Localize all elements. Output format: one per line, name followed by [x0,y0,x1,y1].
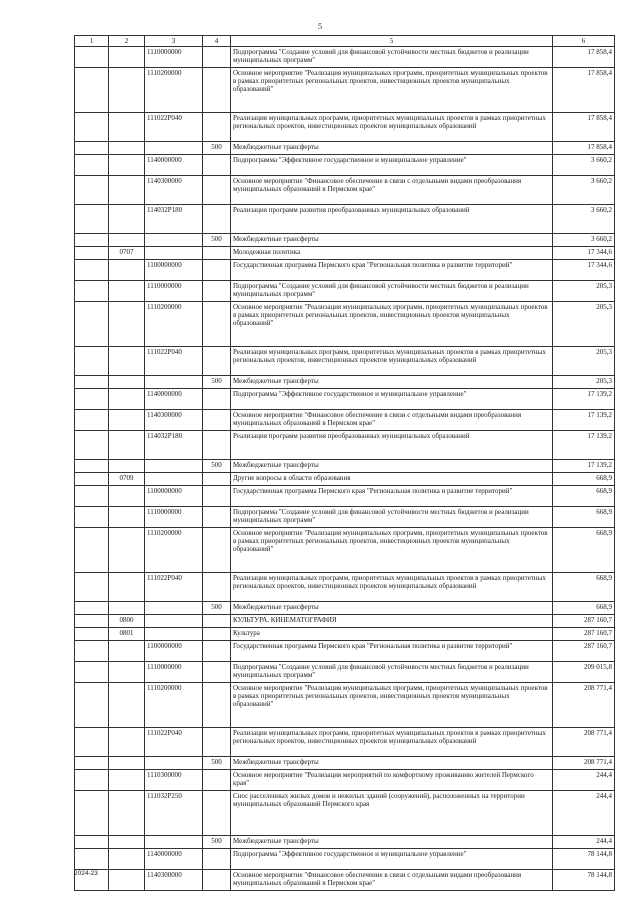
amount-cell: 205,3 [553,281,615,302]
target-article-cell [145,234,203,247]
subsection-cell [109,281,145,302]
description-cell: Основное мероприятие "Финансовое обеспечение в связи с отдельными видами преобразования муниципальных образований в Пермском крае" [231,410,553,431]
header-cell: 2 [109,36,145,47]
amount-cell: 208 771,4 [553,728,615,757]
table-row [75,389,615,410]
table-row [75,376,615,389]
target-article-cell [145,142,203,155]
header-cell: 3 [145,36,203,47]
expense-type-cell [203,113,231,142]
table-row [75,770,615,791]
table-row [75,836,615,849]
description-cell: Основное мероприятие "Реализация муниципальных программ, приоритетных муниципальных проектов в рамках приоритетных региональных проектов, инвестиционных проектов муниципальных образований" [231,68,553,113]
section-cell [75,205,109,234]
description-cell: Основное мероприятие "Реализация муниципальных программ, приоритетных муниципальных проектов в рамках приоритетных региональных проектов, инвестиционных проектов муниципальных образований" [231,528,553,573]
table-row [75,870,615,891]
subsection-cell [109,142,145,155]
section-cell [75,376,109,389]
target-article-cell [145,628,203,641]
document-code: 2024-23 [74,870,98,877]
amount-cell: 287 160,7 [553,615,615,628]
subsection-cell [109,602,145,615]
amount-cell: 287 160,7 [553,628,615,641]
target-article-cell: 1100000000 [145,486,203,507]
amount-cell: 205,3 [553,302,615,347]
subsection-cell [109,770,145,791]
description-cell: Подпрограмма "Эффективное государственное и муниципальное управление" [231,849,553,870]
subsection-cell [109,113,145,142]
expense-type-cell [203,641,231,662]
expense-type-cell [203,155,231,176]
description-cell: Основное мероприятие "Финансовое обеспечение в связи с отдельными видами преобразования муниципальных образований в Пермском крае" [231,176,553,205]
section-cell [75,791,109,836]
amount-cell: 205,3 [553,347,615,376]
description-cell: КУЛЬТУРА, КИНЕМАТОГРАФИЯ [231,615,553,628]
subsection-cell [109,410,145,431]
description-cell: Подпрограмма "Создание условий для финансовой устойчивости местных бюджетов и реализации муниципальных программ" [231,47,553,68]
table-row [75,791,615,836]
target-article-cell: 1110000000 [145,281,203,302]
description-cell: Культура [231,628,553,641]
table-row [75,68,615,113]
amount-cell: 17 139,2 [553,460,615,473]
header-cell: 5 [231,36,553,47]
subsection-cell [109,376,145,389]
description-cell: Межбюджетные трансферты [231,836,553,849]
table-row [75,757,615,770]
table-row [75,602,615,615]
subsection-cell [109,234,145,247]
target-article-cell: 1110000000 [145,47,203,68]
subsection-cell [109,460,145,473]
table-row [75,281,615,302]
amount-cell: 668,9 [553,486,615,507]
expense-type-cell: 500 [203,234,231,247]
subsection-cell [109,870,145,891]
target-article-cell: 1110200000 [145,302,203,347]
amount-cell: 208 771,4 [553,683,615,728]
description-cell: Реализация программ развития преобразованных муниципальных образований [231,205,553,234]
section-cell [75,849,109,870]
expense-type-cell [203,662,231,683]
description-cell: Подпрограмма "Эффективное государственное и муниципальное управление" [231,155,553,176]
section-cell [75,770,109,791]
expense-type-cell [203,473,231,486]
amount-cell: 668,9 [553,528,615,573]
description-cell: Реализация программ развития преобразованных муниципальных образований [231,431,553,460]
section-cell [75,628,109,641]
expense-type-cell [203,176,231,205]
section-cell [75,68,109,113]
amount-cell: 244,4 [553,791,615,836]
description-cell: Основное мероприятие "Реализация муниципальных программ, приоритетных муниципальных проектов в рамках приоритетных региональных проектов, инвестиционных проектов муниципальных образований" [231,302,553,347]
description-cell: Подпрограмма "Эффективное государственное и муниципальное управление" [231,389,553,410]
amount-cell: 668,9 [553,507,615,528]
amount-cell: 209 015,8 [553,662,615,683]
table-row [75,641,615,662]
description-cell: Государственная программа Пермского края "Региональная политика и развитие территорий" [231,486,553,507]
section-cell [75,836,109,849]
expense-type-cell: 500 [203,836,231,849]
section-cell [75,142,109,155]
table-row [75,431,615,460]
expense-type-cell [203,791,231,836]
target-article-cell: 1110200000 [145,683,203,728]
expense-type-cell [203,849,231,870]
section-cell [75,113,109,142]
section-cell [75,757,109,770]
subsection-cell [109,302,145,347]
table-row [75,113,615,142]
section-cell [75,602,109,615]
target-article-cell [145,460,203,473]
amount-cell: 78 144,8 [553,870,615,891]
table-row [75,260,615,281]
target-article-cell: 111022Р040 [145,728,203,757]
target-article-cell [145,376,203,389]
section-cell [75,410,109,431]
target-article-cell: 1140300000 [145,410,203,431]
description-cell: Основное мероприятие "Финансовое обеспечение в связи с отдельными видами преобразования муниципальных образований в Пермском крае" [231,870,553,891]
section-cell [75,473,109,486]
expense-type-cell [203,410,231,431]
description-cell: Подпрограмма "Создание условий для финансовой устойчивости местных бюджетов и реализации муниципальных программ" [231,662,553,683]
subsection-cell [109,757,145,770]
expense-type-cell [203,528,231,573]
description-cell: Реализация муниципальных программ, приоритетных муниципальных проектов в рамках приоритетных региональных проектов, инвестиционных проектов муниципальных образований [231,347,553,376]
subsection-cell [109,641,145,662]
expense-type-cell: 500 [203,757,231,770]
target-article-cell: 1110200000 [145,68,203,113]
table-row [75,155,615,176]
target-article-cell: 111022Р040 [145,347,203,376]
expense-type-cell: 500 [203,460,231,473]
table-row [75,528,615,573]
amount-cell: 17 858,4 [553,68,615,113]
amount-cell: 17 858,4 [553,142,615,155]
section-cell [75,389,109,410]
header-cell: 4 [203,36,231,47]
expense-type-cell [203,389,231,410]
table-row [75,628,615,641]
expense-type-cell: 500 [203,602,231,615]
target-article-cell: 114032Р180 [145,205,203,234]
amount-cell: 17 858,4 [553,47,615,68]
amount-cell: 17 139,2 [553,389,615,410]
subsection-cell: 0707 [109,247,145,260]
target-article-cell [145,473,203,486]
subsection-cell [109,47,145,68]
table-row [75,662,615,683]
expense-type-cell [203,47,231,68]
amount-cell: 17 344,6 [553,247,615,260]
expense-type-cell [203,573,231,602]
subsection-cell [109,486,145,507]
table-row [75,486,615,507]
amount-cell: 287 160,7 [553,641,615,662]
expense-type-cell [203,770,231,791]
expense-type-cell [203,628,231,641]
table-row [75,473,615,486]
amount-cell: 668,9 [553,602,615,615]
subsection-cell [109,791,145,836]
description-cell: Межбюджетные трансферты [231,757,553,770]
header-cell: 6 [553,36,615,47]
target-article-cell: 1140000000 [145,849,203,870]
section-cell [75,662,109,683]
amount-cell: 668,9 [553,573,615,602]
target-article-cell: 1110200000 [145,528,203,573]
description-cell: Реализация муниципальных программ, приоритетных муниципальных проектов в рамках приоритетных региональных проектов, инвестиционных проектов муниципальных образований [231,113,553,142]
expense-type-cell [203,507,231,528]
section-cell [75,176,109,205]
target-article-cell: 1110000000 [145,662,203,683]
target-article-cell [145,247,203,260]
table-row [75,176,615,205]
table-row [75,460,615,473]
expense-type-cell: 500 [203,376,231,389]
expense-type-cell: 500 [203,142,231,155]
description-cell: Основное мероприятие "Реализация муниципальных программ, приоритетных муниципальных проектов в рамках приоритетных региональных проектов, инвестиционных проектов муниципальных образований" [231,683,553,728]
subsection-cell [109,662,145,683]
target-article-cell: 114032Р180 [145,431,203,460]
expense-type-cell [203,728,231,757]
page-number: 5 [318,22,322,31]
subsection-cell [109,389,145,410]
table-row [75,410,615,431]
table-row [75,142,615,155]
section-cell [75,47,109,68]
description-cell: Межбюджетные трансферты [231,234,553,247]
description-cell: Государственная программа Пермского края "Региональная политика и развитие территорий" [231,260,553,281]
section-cell [75,486,109,507]
expense-type-cell [203,431,231,460]
subsection-cell [109,507,145,528]
subsection-cell [109,728,145,757]
section-cell [75,507,109,528]
section-cell [75,728,109,757]
description-cell: Реализация муниципальных программ, приоритетных муниципальных проектов в рамках приоритетных региональных проектов, инвестиционных проектов муниципальных образований [231,728,553,757]
table-header-row [75,36,615,47]
section-cell [75,260,109,281]
section-cell [75,347,109,376]
target-article-cell [145,602,203,615]
expense-type-cell [203,260,231,281]
subsection-cell [109,176,145,205]
target-article-cell: 1100000000 [145,641,203,662]
description-cell: Молодежная политика [231,247,553,260]
subsection-cell [109,205,145,234]
amount-cell: 17 858,4 [553,113,615,142]
section-cell [75,247,109,260]
amount-cell: 668,9 [553,473,615,486]
subsection-cell [109,260,145,281]
target-article-cell: 1140300000 [145,870,203,891]
expense-type-cell [203,486,231,507]
amount-cell: 244,4 [553,770,615,791]
target-article-cell: 111032Р250 [145,791,203,836]
target-article-cell: 1140300000 [145,176,203,205]
subsection-cell [109,683,145,728]
description-cell: Основное мероприятие "Реализация мероприятий по комфортному проживанию жителей Пермского края" [231,770,553,791]
amount-cell: 3 660,2 [553,155,615,176]
description-cell: Государственная программа Пермского края "Региональная политика и развитие территорий" [231,641,553,662]
section-cell [75,302,109,347]
target-article-cell: 1100000000 [145,260,203,281]
description-cell: Межбюджетные трансферты [231,602,553,615]
section-cell [75,431,109,460]
expense-type-cell [203,281,231,302]
expense-type-cell [203,347,231,376]
expense-type-cell [203,615,231,628]
amount-cell: 244,4 [553,836,615,849]
section-cell [75,528,109,573]
amount-cell: 17 139,2 [553,410,615,431]
subsection-cell [109,155,145,176]
target-article-cell [145,836,203,849]
subsection-cell: 0801 [109,628,145,641]
target-article-cell: 111022Р040 [145,573,203,602]
expense-type-cell [203,302,231,347]
table-row [75,347,615,376]
amount-cell: 205,3 [553,376,615,389]
target-article-cell: 1140000000 [145,155,203,176]
table-row [75,247,615,260]
expense-type-cell [203,870,231,891]
amount-cell: 17 344,6 [553,260,615,281]
target-article-cell: 1110300000 [145,770,203,791]
table-row [75,728,615,757]
section-cell [75,615,109,628]
section-cell [75,234,109,247]
target-article-cell [145,757,203,770]
table-row [75,205,615,234]
table-row [75,302,615,347]
description-cell: Межбюджетные трансферты [231,376,553,389]
subsection-cell [109,528,145,573]
section-cell [75,641,109,662]
section-cell [75,155,109,176]
table-row [75,683,615,728]
description-cell: Другие вопросы в области образования [231,473,553,486]
expense-type-cell [203,247,231,260]
table-row [75,47,615,68]
amount-cell: 78 144,8 [553,849,615,870]
subsection-cell: 0800 [109,615,145,628]
amount-cell: 3 660,2 [553,234,615,247]
subsection-cell [109,68,145,113]
table-row [75,849,615,870]
expense-type-cell [203,68,231,113]
amount-cell: 17 139,2 [553,431,615,460]
description-cell: Снос расселенных жилых домов и нежилых зданий (сооружений), расположенных на территории муниципальных образований Пермского края [231,791,553,836]
subsection-cell [109,573,145,602]
subsection-cell [109,347,145,376]
expense-type-cell [203,683,231,728]
table-row [75,507,615,528]
subsection-cell [109,836,145,849]
target-article-cell: 111022Р040 [145,113,203,142]
section-cell [75,573,109,602]
budget-table [74,35,615,891]
table-row [75,615,615,628]
header-cell: 1 [75,36,109,47]
description-cell: Реализация муниципальных программ, приоритетных муниципальных проектов в рамках приоритетных региональных проектов, инвестиционных проектов муниципальных образований [231,573,553,602]
subsection-cell: 0709 [109,473,145,486]
target-article-cell: 1110000000 [145,507,203,528]
amount-cell: 208 771,4 [553,757,615,770]
subsection-cell [109,431,145,460]
amount-cell: 3 660,2 [553,176,615,205]
description-cell: Межбюджетные трансферты [231,142,553,155]
description-cell: Подпрограмма "Создание условий для финансовой устойчивости местных бюджетов и реализации муниципальных программ" [231,507,553,528]
section-cell [75,683,109,728]
description-cell: Межбюджетные трансферты [231,460,553,473]
target-article-cell: 1140000000 [145,389,203,410]
subsection-cell [109,849,145,870]
target-article-cell [145,615,203,628]
description-cell: Подпрограмма "Создание условий для финансовой устойчивости местных бюджетов и реализации муниципальных программ" [231,281,553,302]
amount-cell: 3 660,2 [553,205,615,234]
expense-type-cell [203,205,231,234]
section-cell [75,460,109,473]
table-row [75,573,615,602]
table-row [75,234,615,247]
section-cell [75,281,109,302]
